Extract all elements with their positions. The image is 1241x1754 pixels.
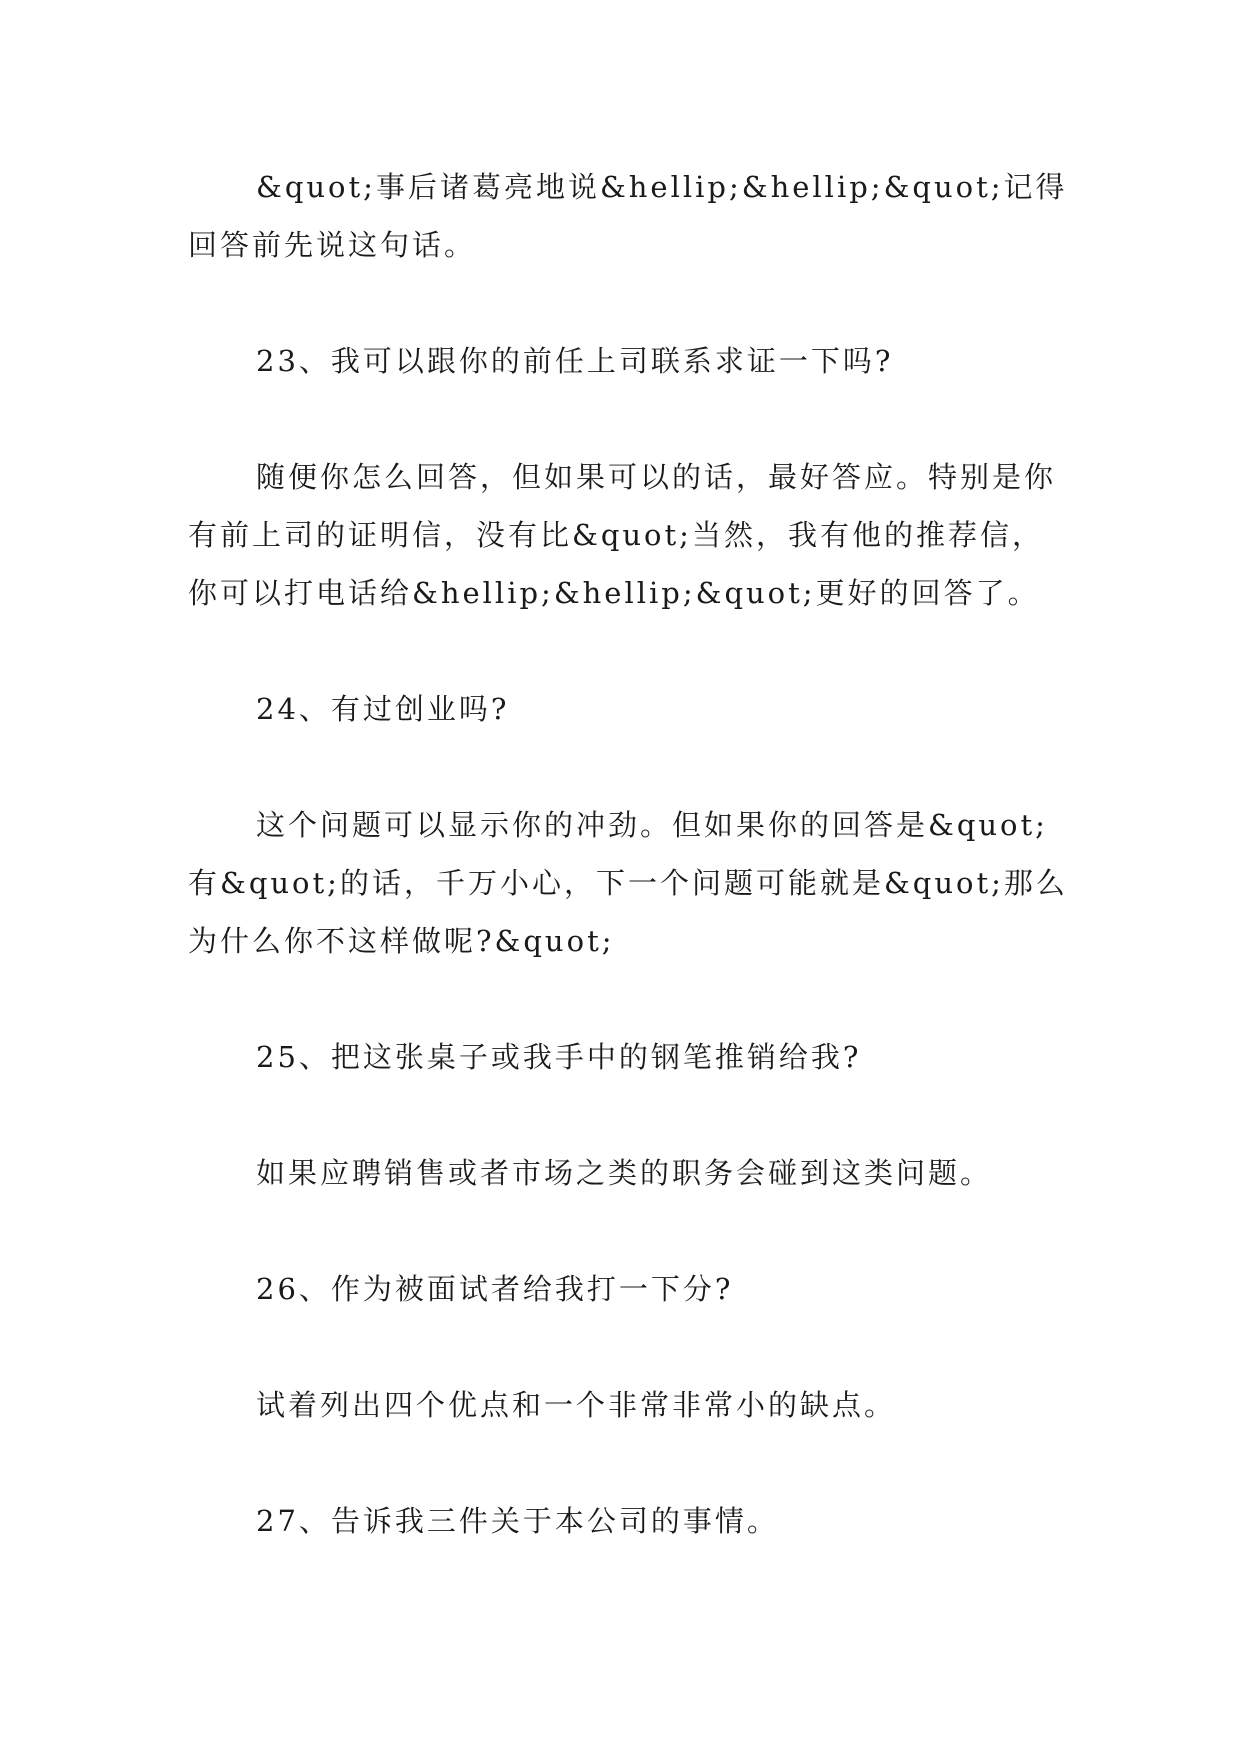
paragraph-text: 这个问题可以显示你的冲劲。但如果你的回答是&quot;有&quot;的话，千万小心，下一个问题可能就是&quot;那么为什么你不这样做呢?&quot;: [188, 808, 1068, 958]
question-heading-23: 23、我可以跟你的前任上司联系求证一下吗?: [256, 344, 894, 378]
question-heading-27: 27、告诉我三件关于本公司的事情。: [256, 1504, 779, 1538]
question-heading-24: 24、有过创业吗?: [256, 692, 510, 726]
question-heading-25: 25、把这张桌子或我手中的钢笔推销给我?: [256, 1040, 862, 1074]
paragraph-text: 如果应聘销售或者市场之类的职务会碰到这类问题。: [256, 1156, 993, 1190]
question-heading-26: 26、作为被面试者给我打一下分?: [256, 1272, 734, 1306]
paragraph-text: 随便你怎么回答，但如果可以的话，最好答应。特别是你有前上司的证明信，没有比&quot;当然，我有他的推荐信，你可以打电话给&hellip;&hellip;&quot;更好的回答了。: [188, 460, 1057, 610]
paragraph-text: &quot;事后诸葛亮地说&hellip;&hellip;&quot;记得回答前先说这句话。: [188, 170, 1068, 262]
paragraph-text: 试着列出四个优点和一个非常非常小的缺点。: [256, 1388, 897, 1422]
